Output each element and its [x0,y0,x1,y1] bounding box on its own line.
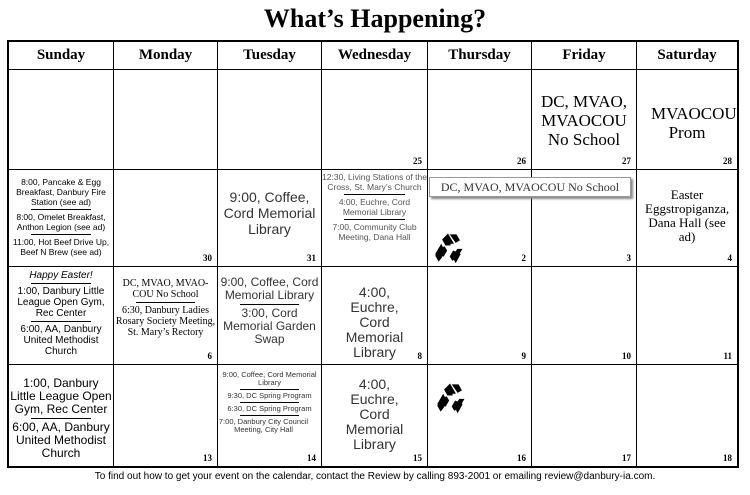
day-header-saturday: Saturday [637,42,737,70]
date-number: 8 [417,351,422,361]
calendar-grid [7,40,739,468]
day-cell-empty [218,70,322,170]
date-number: 14 [307,453,316,463]
event-text: 8:00, Pancake & Egg Breakfast, Danbury Fire Station (see ad) [16,177,106,207]
event-text: 12:30, Living Stations of the Cross, St. Mary’s Church [322,172,427,192]
event-text: 11:00, Hot Beef Drive Up, Beef N Brew (see ad) [12,237,110,257]
day-cell-17 [532,365,637,466]
no-school-banner: DC, MVAO, MVAOCOU No School [429,177,631,197]
date-number: 2 [521,253,526,263]
day-cell-29 [9,170,114,267]
event-text: 9:00, Coffee, Cord Memorial Library [223,189,316,237]
date-number: 31 [307,253,316,263]
date-number: 9 [521,351,526,361]
day-cell-10 [532,267,637,365]
date-number: 6 [207,351,212,361]
day-cell-25 [322,70,428,170]
day-cell-26 [428,70,532,170]
day-header-sunday: Sunday [9,42,114,70]
day-cell-30 [114,170,218,267]
day-cell-empty [114,70,218,170]
divider [31,234,91,235]
date-number: 18 [723,453,732,463]
day-header-wednesday: Wednesday [322,42,428,70]
day-cell-8 [322,267,428,365]
event-text: 7:00, Community Club Meeting, Dana Hall [332,222,417,242]
divider [31,418,91,419]
event-text: Easter Eggstropiganza, Dana Hall (see ad) [645,187,730,244]
day-cell-6 [114,267,218,365]
event-text: 3:00, Cord Memorial Garden Swap [223,306,316,346]
event-text: DC, MVAO, MVAOCOU No School [540,92,628,149]
event-text: 6:30, Danbury Ladies Rosary Society Meeting, St. Mary’s Rectory [115,305,216,338]
divider [240,402,300,403]
day-header-monday: Monday [114,42,218,70]
page-title: What’s Happening? [263,4,487,33]
event-text: 6:00, AA, Danbury United Methodist Church [12,420,110,460]
event-text: 9:30, DC Spring Program [227,391,312,400]
event-text: 6:30, DC Spring Program [227,404,312,413]
divider [344,194,405,195]
event-text: 7:00, Danbury City Council Meeting, City Hall [218,417,309,434]
day-cell-1 [322,170,428,267]
date-number: 28 [723,156,732,166]
date-number: 4 [727,253,732,263]
event-text: 4:00, Euchre, Cord Memorial Library [338,197,411,217]
date-number: 11 [723,351,732,361]
day-cell-31 [218,170,322,267]
divider [31,321,91,322]
event-text: DC, MVAO, MVAO-COU No School [122,278,209,300]
divider [344,219,405,220]
day-header-friday: Friday [532,42,637,70]
event-text: Happy Easter! [29,270,93,281]
recycle-icon [433,381,467,415]
day-cell-18 [637,365,737,466]
divider [240,415,300,416]
day-cell-14 [218,365,322,466]
day-cell-13 [114,365,218,466]
day-cell-15 [322,365,428,466]
recycle-icon [431,231,465,265]
event-text: 9:00, Coffee, Cord Memorial Library [222,370,317,387]
event-text: 6:00, AA, Danbury United Methodist Church [20,324,102,357]
date-number: 27 [622,156,631,166]
day-cell-4 [637,170,737,267]
divider [136,302,196,303]
day-header-tuesday: Tuesday [218,42,322,70]
date-number: 3 [626,253,631,263]
event-text: 1:00, Danbury Little League Open Gym, Rec Center [10,376,112,416]
day-cell-empty [9,70,114,170]
day-cell-9 [428,267,532,365]
event-text: 8:00, Omelet Breakfast, Anthon Legion (see ad) [16,212,106,232]
day-cell-11 [637,267,737,365]
date-number: 16 [517,453,526,463]
date-number: 10 [622,351,631,361]
event-text: MVAOCOU Prom [651,104,737,142]
date-number: 26 [517,156,526,166]
date-number: 13 [203,453,212,463]
day-header-thursday: Thursday [428,42,532,70]
footer-note: To find out how to get your event on the calendar, contact the Review by calling 893-2001 or emailing review@danbury-ia.com. [94,471,656,482]
event-text: 9:00, Coffee, Cord Memorial Library [220,275,319,302]
event-text: 4:00, Euchre, Cord Memorial Library [345,376,404,452]
event-text: 1:00, Danbury Little League Open Gym, Rec Center [17,286,105,319]
day-cell-27 [532,70,637,170]
date-number: 15 [413,453,422,463]
day-cell-12 [9,365,114,466]
date-number: 30 [203,253,212,263]
divider [240,304,300,305]
divider [240,389,300,390]
divider [31,209,91,210]
day-cell-5 [9,267,114,365]
date-number: 17 [622,453,631,463]
event-text: 4:00, Euchre, Cord Memorial Library [345,284,404,360]
day-cell-28 [637,70,737,170]
day-cell-7 [218,267,322,365]
divider [31,283,91,284]
date-number: 25 [413,156,422,166]
